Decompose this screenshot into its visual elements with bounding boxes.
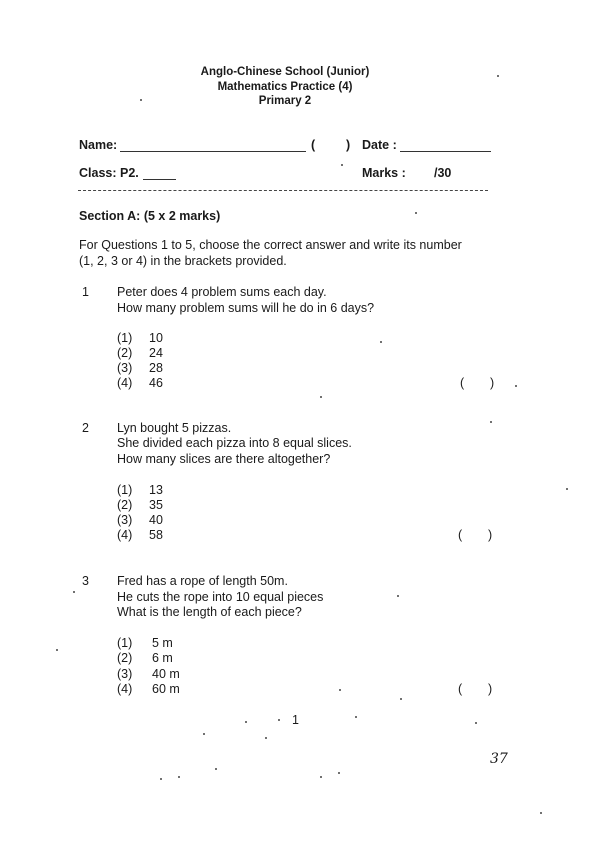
option-number: (1) (117, 331, 133, 345)
option-number: (2) (117, 498, 133, 512)
option-text: 60 m (152, 682, 180, 696)
worksheet-title: Mathematics Practice (4) (217, 81, 353, 93)
option-text: 58 (149, 528, 163, 542)
grade-level: Primary 2 (258, 95, 312, 107)
instructions-line-2: (1, 2, 3 or 4) in the brackets provided. (79, 254, 287, 268)
option-number: (3) (117, 667, 133, 681)
marks-label: Marks : (362, 166, 406, 180)
class-label: Class: P2. (79, 166, 139, 180)
question-text-line: She divided each pizza into 8 equal slices. (117, 436, 352, 450)
option-text: 6 m (152, 651, 173, 665)
name-label: Name: (79, 138, 118, 152)
option-text: 28 (149, 361, 163, 375)
option-number: (3) (117, 513, 133, 527)
answer-bracket-close: ) (490, 376, 495, 390)
option-number: (4) (117, 682, 133, 696)
option-text: 24 (149, 346, 163, 360)
option-text: 5 m (152, 636, 173, 650)
option-number: (2) (117, 651, 133, 665)
question-text-line: Peter does 4 problem sums each day. (117, 285, 327, 299)
question-text-line: How many problem sums will he do in 6 days? (117, 301, 375, 315)
question-text-line: What is the length of each piece? (117, 605, 302, 619)
instructions-line-1: For Questions 1 to 5, choose the correct answer and write its number (79, 238, 462, 252)
option-number: (4) (117, 376, 133, 390)
answer-bracket-open: ( (458, 528, 463, 542)
answer-bracket-open: ( (458, 682, 463, 696)
option-text: 40 m (152, 667, 180, 681)
class-field[interactable] (143, 179, 176, 180)
handwritten-score: 37 (490, 751, 508, 767)
option-number: (2) (117, 346, 133, 360)
answer-box[interactable] (470, 373, 488, 389)
question-number: 3 (82, 574, 89, 588)
school-name: Anglo-Chinese School (Junior) (200, 66, 370, 78)
answer-bracket-close: ) (488, 528, 493, 542)
answer-bracket-open: ( (460, 376, 465, 390)
option-number: (1) (117, 636, 133, 650)
date-field[interactable] (400, 151, 491, 152)
name-bracket-open: ( (311, 138, 316, 152)
question-text-line: Fred has a rope of length 50m. (117, 574, 288, 588)
option-text: 35 (149, 498, 163, 512)
question-text-line: He cuts the rope into 10 equal pieces (117, 590, 324, 604)
page-number: 1 (292, 713, 299, 727)
option-number: (3) (117, 361, 133, 375)
question-text-line: How many slices are there altogether? (117, 452, 331, 466)
option-text: 46 (149, 376, 163, 390)
option-number: (4) (117, 528, 133, 542)
answer-box[interactable] (468, 525, 486, 541)
question-number: 2 (82, 421, 89, 435)
option-number: (1) (117, 483, 133, 497)
option-text: 10 (149, 331, 163, 345)
name-field[interactable] (120, 151, 306, 152)
header-divider (78, 190, 488, 191)
section-a-title: Section A: (5 x 2 marks) (79, 209, 221, 223)
option-text: 13 (149, 483, 163, 497)
answer-box[interactable] (468, 679, 486, 695)
name-bracket-close: ) (346, 138, 351, 152)
option-text: 40 (149, 513, 163, 527)
question-text-line: Lyn bought 5 pizzas. (117, 421, 232, 435)
marks-total: /30 (434, 166, 452, 180)
answer-bracket-close: ) (488, 682, 493, 696)
question-number: 1 (82, 285, 89, 299)
date-label: Date : (362, 138, 397, 152)
